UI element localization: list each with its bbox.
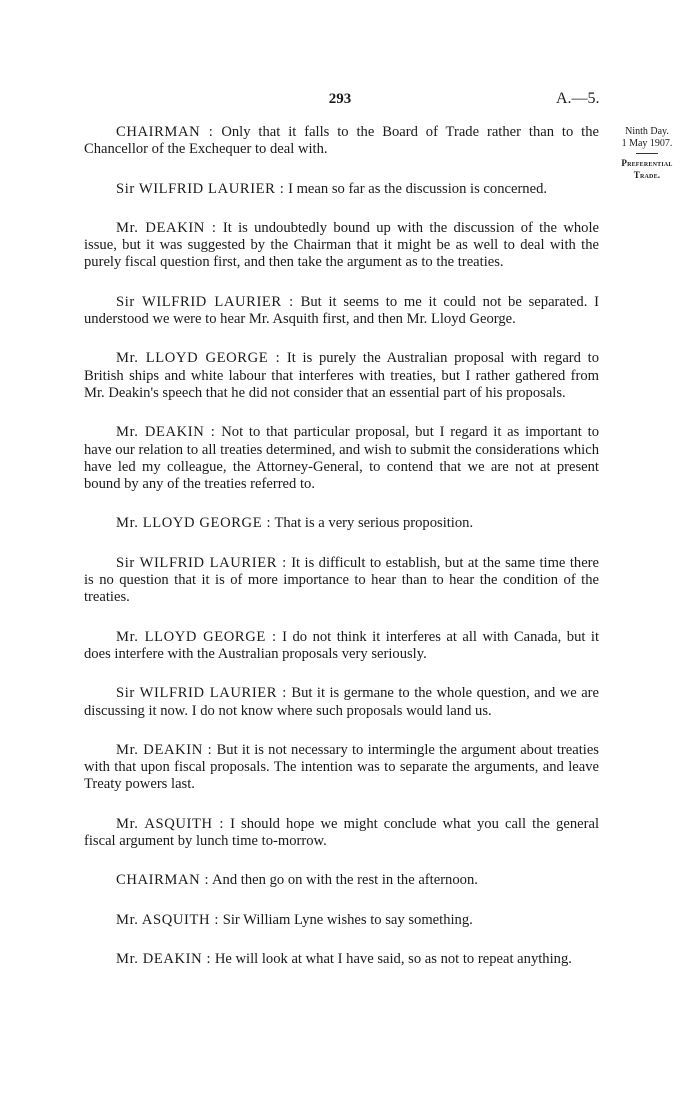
speaker-name: Mr. DEAKIN : [116,220,217,236]
speech-text: It is difficult to establish, but at the same time there is no question that it is of more importance to hear than to hear the condition of the treaties. [84,554,600,606]
speaker-name: Mr. ASQUITH : [116,912,219,928]
paragraph [84,350,599,402]
paragraph [84,816,599,851]
speech-text: But it seems to me it could not be separated. I understood we were to hear Mr. Asquith first, and then Mr. Lloyd George. [84,293,599,328]
margin-note-topic-line1: Preferential [621,158,673,168]
speech-text: It is purely the Australian proposal with regard to British ships and white labour that interferes with treaties, but I rather gathered from Mr. Deakin's speech that he did not consider that an essential part of his proposals. [84,350,599,401]
speech-text: He will look at what I have said, so as not to repeat anything. [214,950,572,967]
margin-note-topic-line2: Trade. [633,170,661,180]
margin-note-date: 1 May 1907. [621,138,673,149]
page-number: 293 [328,91,352,107]
speech-text: Not to that particular proposal, but I regard it as important to have our relation to all treaties determined, and wish to submit the considerations which have led my colleague, the Attorney-General, to contend that we are not at present bound by any of the treaties referred to. [84,424,599,493]
paragraph [84,872,599,889]
paragraph [84,951,599,968]
paragraph [84,220,599,272]
paragraph [84,742,599,794]
speech-text: But it is germane to the whole question, and we are discussing it now. I do not know where such proposals would land us. [84,685,600,719]
paper-reference: A.—5. [556,90,600,107]
speech-text: I do not think it interferes at all with Canada, but it does interfere with the Australian proposals very seriously. [84,628,600,662]
paragraph [84,294,599,329]
speech-text: I should hope we might conclude what you call the general fiscal argument by lunch time to-morrow. [84,815,599,850]
speaker-name: Mr. LLOYD GEORGE : [116,629,277,645]
speech-text: Only that it falls to the Board of Trade rather than to the Chancellor of the Exchequer to deal with. [84,124,599,158]
speaker-name: Mr. DEAKIN : [116,424,215,440]
speaker-name: Mr. LLOYD GEORGE : [116,350,280,366]
body-text [84,124,599,990]
speaker-name: Sir WILFRID LAURIER : [116,555,287,571]
speech-text: Sir William Lyne wishes to say something. [222,911,473,928]
paragraph [84,555,599,607]
margin-note-day: Ninth Day. [625,126,669,137]
speaker-name: CHAIRMAN : [116,872,209,888]
speech-text: It is undoubtedly bound up with the discussion of the whole issue, but it was suggested by the Chairman that it might be as well to deal with the purely fiscal question first, and then take the argument as to the treaties. [84,219,599,271]
paragraph [84,181,599,198]
speaker-name: Mr. DEAKIN : [116,951,211,967]
paragraph [84,124,599,159]
margin-note [612,126,682,181]
paragraph [84,629,599,664]
paragraph [84,685,599,720]
paragraph [84,912,599,929]
speech-text: And then go on with the rest in the afternoon. [212,872,478,889]
speaker-name: Sir WILFRID LAURIER : [116,294,294,310]
speech-text: I mean so far as the discussion is concerned. [288,180,548,197]
margin-note-rule [636,153,658,154]
speaker-name: CHAIRMAN : [116,124,213,140]
speaker-name: Sir WILFRID LAURIER : [116,181,284,197]
speech-text: That is a very serious proposition. [274,515,474,532]
speech-text: But it is not necessary to intermingle the argument about treaties with that upon fiscal proposals. The intention was to separate the arguments, and leave Treaty powers last. [84,741,599,793]
speaker-name: Sir WILFRID LAURIER : [116,685,287,701]
paragraph [84,424,599,493]
speaker-name: Mr. DEAKIN : [116,742,212,758]
paragraph [84,515,599,532]
speaker-name: Mr. ASQUITH : [116,816,224,832]
speaker-name: Mr. LLOYD GEORGE : [116,515,271,531]
